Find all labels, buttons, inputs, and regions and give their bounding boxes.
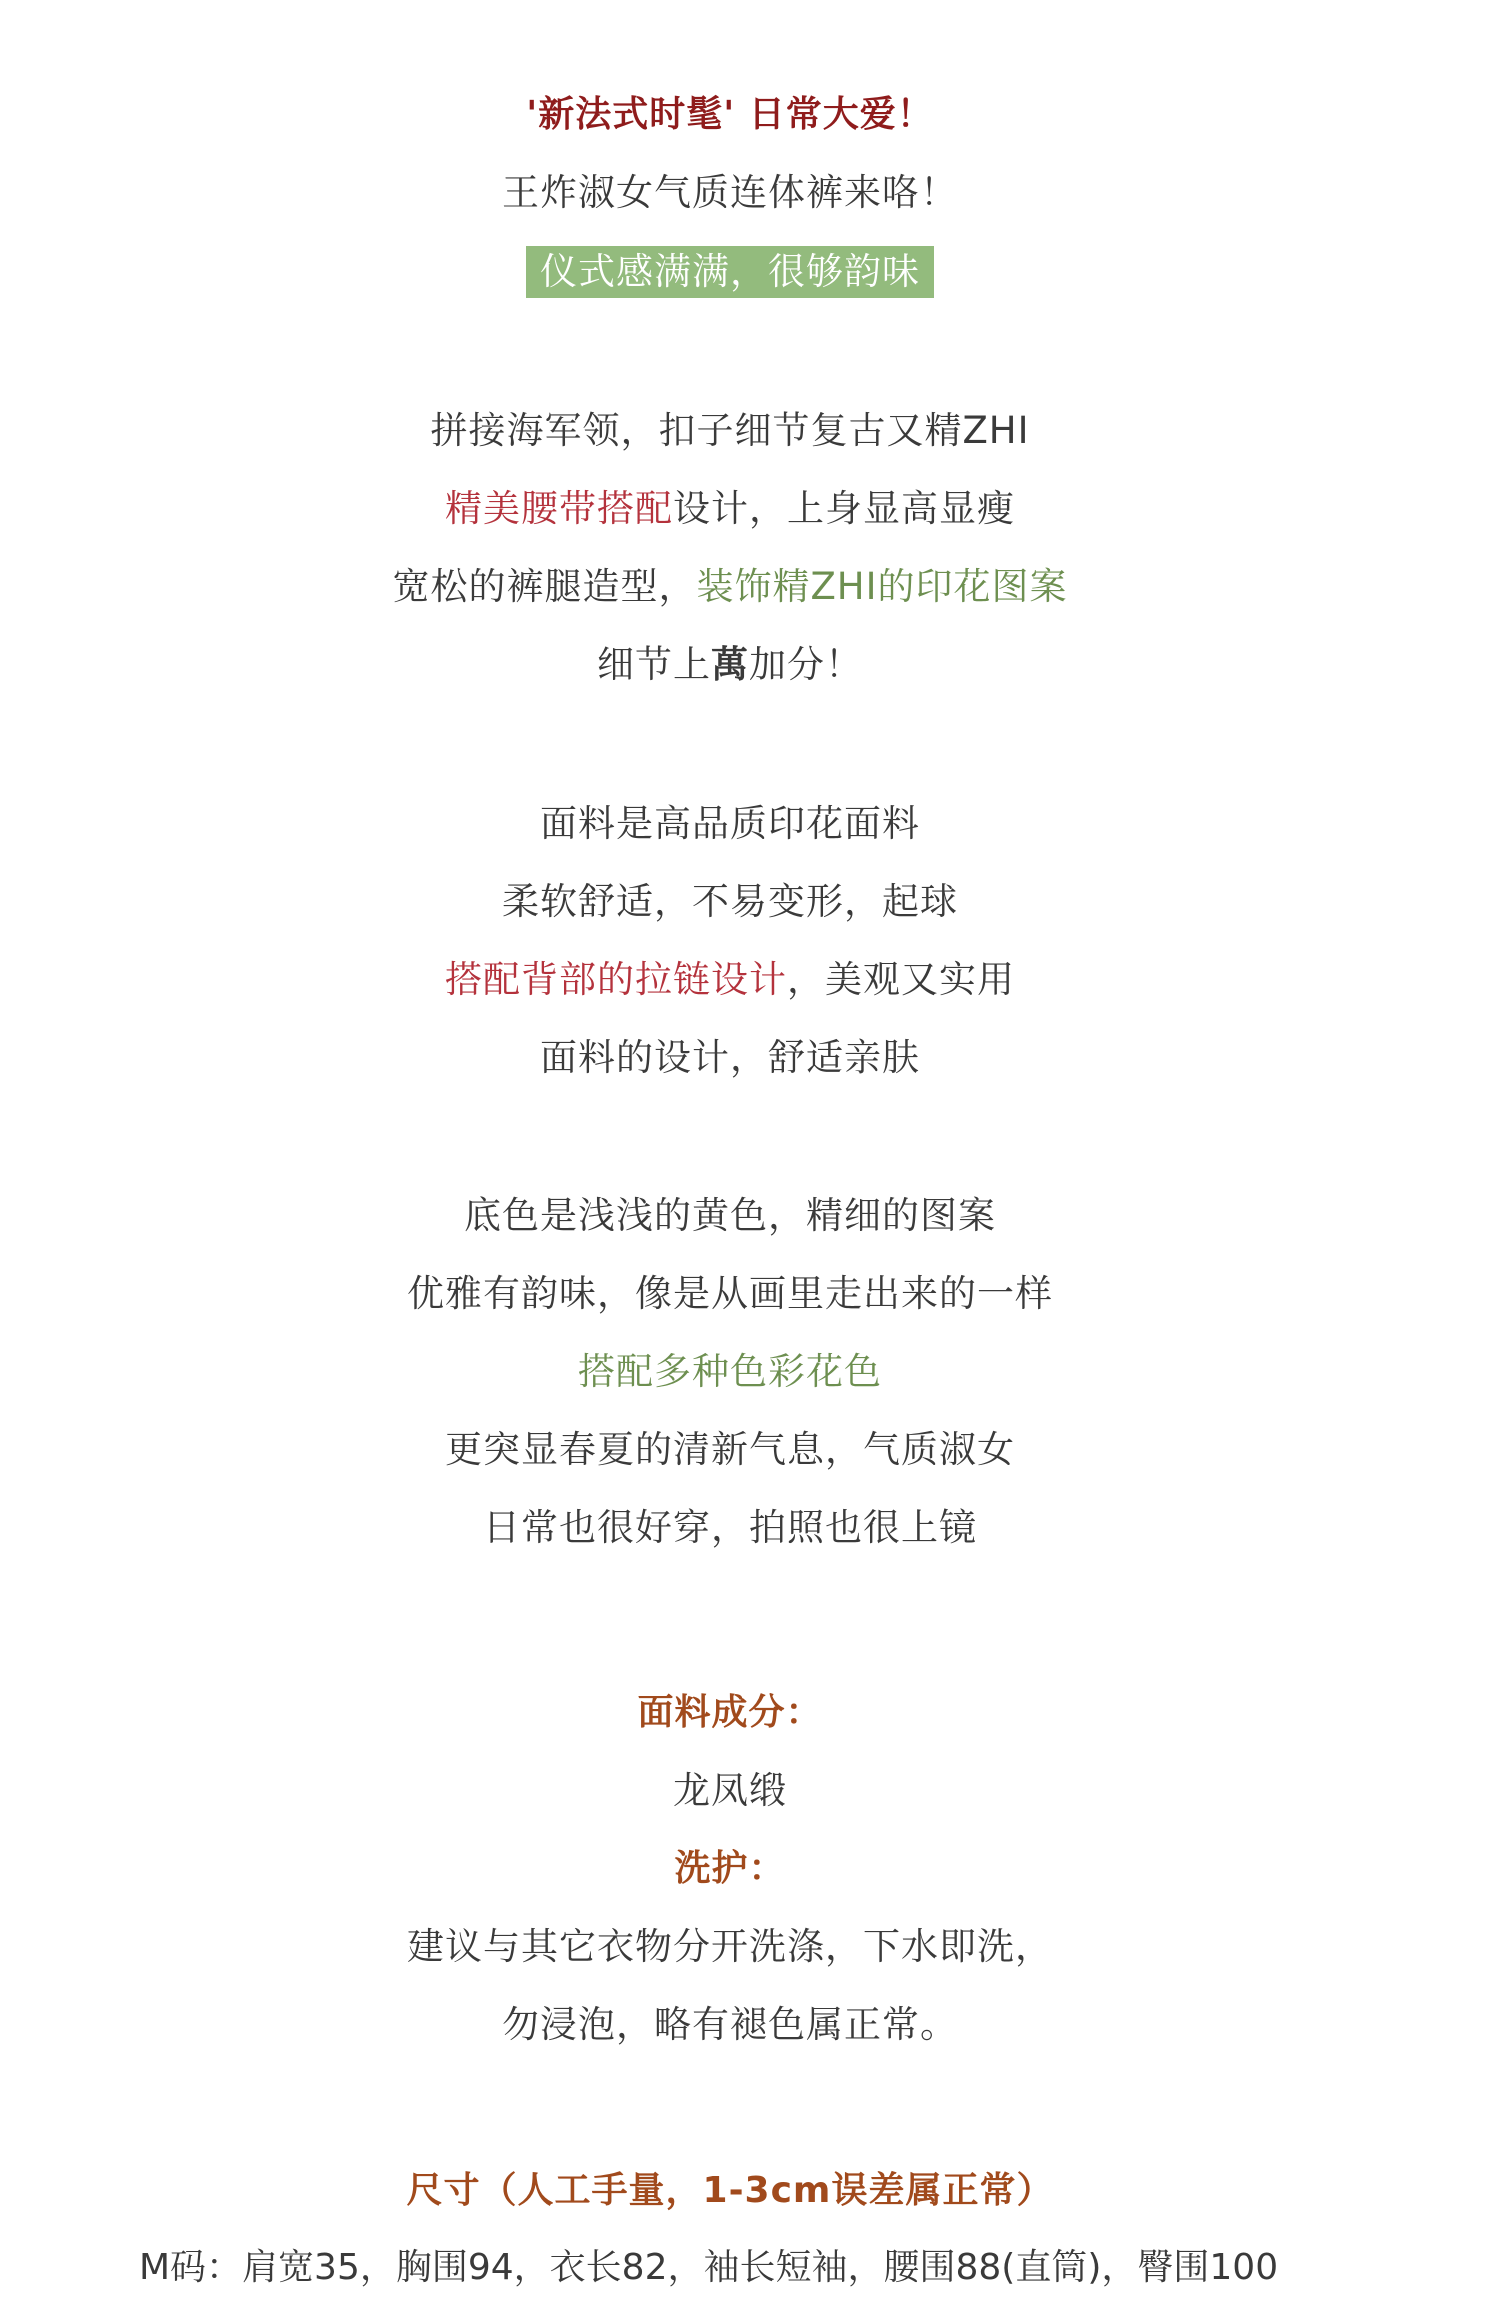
detail-line-legs (0, 560, 1460, 614)
size-m-row: M码：肩宽35，胸围94，衣长82，袖长短袖，腰围88(直筒)，臀围100 (139, 2247, 1279, 2288)
subheadline: 王炸淑女气质连体裤来咯！ (502, 171, 958, 214)
detail-line-bonus (0, 638, 1460, 692)
fabric-line-soft: 柔软舒适，不易变形，起球 (502, 880, 958, 923)
detail-bonus-bold: 萬 (711, 643, 749, 686)
detail-bonus-post: 加分！ (749, 643, 863, 686)
size-title: 尺寸（人工手量，1-3cm误差属正常） (406, 2170, 1054, 2211)
fabric-line-zipper (0, 953, 1460, 1007)
color-line-patterns: 搭配多种色彩花色 (578, 1350, 882, 1393)
detail-belt-highlight: 精美腰带搭配 (445, 487, 673, 530)
fabric-line-skin: 面料的设计，舒适亲肤 (540, 1036, 920, 1079)
highlight-row (0, 245, 1460, 299)
detail-legs-text: 宽松的裤腿造型， (392, 565, 697, 608)
color-line-fresh: 更突显春夏的清新气息，气质淑女 (445, 1428, 1015, 1471)
care-line-wash: 建议与其它衣物分开洗涤，下水即洗， (407, 1925, 1053, 1968)
composition-value: 龙凤缎 (673, 1769, 787, 1812)
composition-title: 面料成分： (637, 1692, 823, 1733)
detail-bonus-pre: 细节上 (597, 643, 711, 686)
detail-line-collar: 拼接海军领，扣子细节复古又精ZHI (430, 409, 1030, 452)
color-line-base: 底色是浅浅的黄色，精细的图案 (464, 1194, 996, 1237)
fabric-line-quality: 面料是高品质印花面料 (540, 802, 920, 845)
care-title: 洗护： (674, 1848, 786, 1889)
detail-legs-highlight: 装饰精ZHI的印花图案 (696, 565, 1068, 608)
headline: '新法式时髦' 日常大爱！ (526, 94, 934, 135)
color-line-daily: 日常也很好穿，拍照也很上镜 (483, 1506, 977, 1549)
highlight-tag: 仪式感满满，很够韵味 (526, 246, 934, 298)
fabric-zipper-highlight: 搭配背部的拉链设计 (445, 958, 787, 1001)
detail-belt-rest: 设计，上身显高显瘦 (673, 487, 1015, 530)
fabric-zipper-rest: ，美观又实用 (787, 958, 1015, 1001)
care-line-soak: 勿浸泡，略有褪色属正常。 (502, 2003, 958, 2046)
color-line-elegant: 优雅有韵味，像是从画里走出来的一样 (407, 1272, 1053, 1315)
detail-line-belt (0, 482, 1460, 536)
